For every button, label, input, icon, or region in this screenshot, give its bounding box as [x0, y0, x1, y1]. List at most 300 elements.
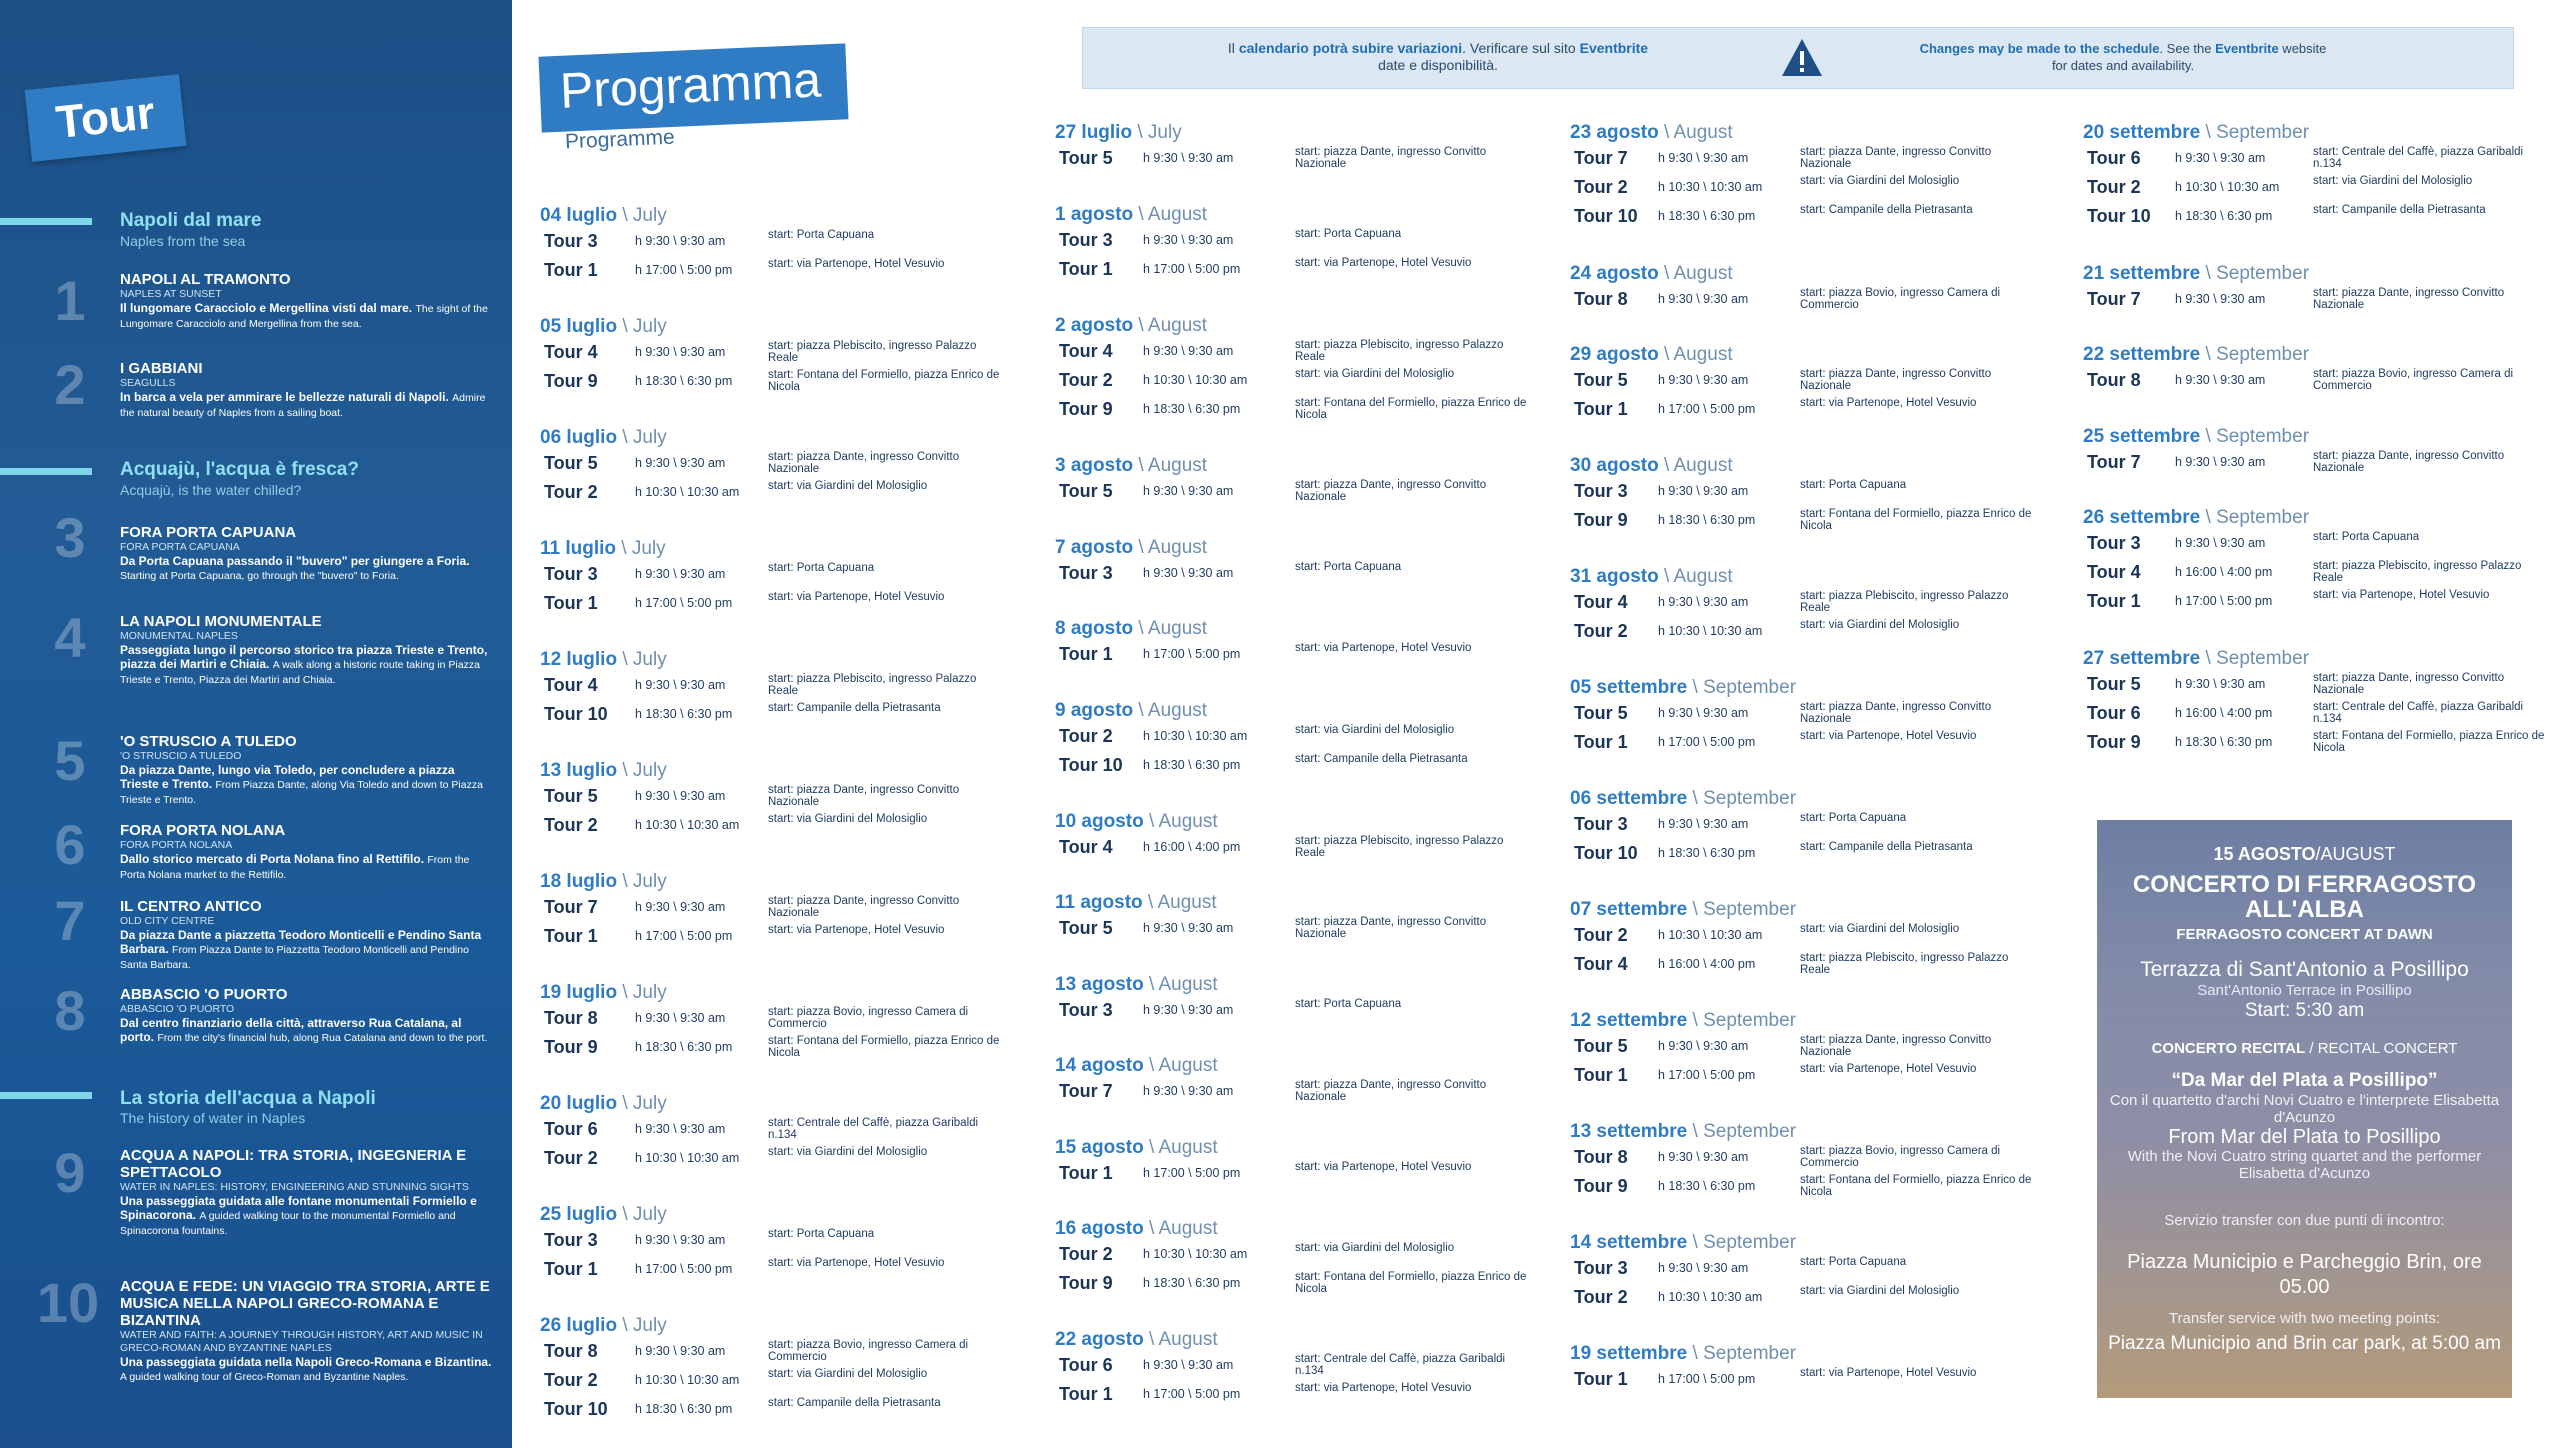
tour-number-label: Tour 3 [1059, 562, 1113, 583]
tour-start-point: start: Centrale del Caffè, piazza Garibaldi n.134 [768, 1117, 979, 1141]
tour-number: 8 [54, 979, 86, 1042]
tour-start-point: start: piazza Plebiscito, ingresso Palazzo Reale [2313, 560, 2522, 584]
tour-time: h 9:30 \ 9:30 am [2175, 536, 2266, 550]
schedule-row [2083, 699, 2524, 728]
schedule-row [540, 256, 945, 285]
tour-number-label: Tour 2 [1574, 177, 1628, 197]
tour-number-label: Tour 2 [1574, 621, 1628, 641]
schedule-day [540, 205, 945, 285]
tour-start-point: start: via Partenope, Hotel Vesuvio [1295, 1382, 1472, 1394]
concert-box [2097, 820, 2512, 1398]
schedule-row [1055, 226, 1402, 255]
tour-time: h 18:30 \ 6:30 pm [635, 1040, 733, 1054]
schedule-row [1570, 395, 1977, 424]
tour-start-point: start: Porta Capuana [1295, 997, 1402, 1010]
schedule-row [2083, 202, 2486, 231]
tour-start-point: start: Fontana del Formiello, piazza Enrico de Nicola [1295, 396, 1527, 421]
tour-time: h 10:30 \ 10:30 am [635, 1373, 740, 1387]
schedule-row [1570, 144, 1992, 173]
tour-description: Da piazza Dante a piazzetta Teodoro Monticelli e Pendino Santa Barbara. From Piazza Dante to Piazzetta Teodoro Monticelli and Pendino Santa Barbara. [120, 928, 482, 971]
tour-start-point: start: via Partenope, Hotel Vesuvio [1295, 642, 1472, 654]
schedule-row [2083, 173, 2473, 202]
schedule-row [1055, 1077, 1487, 1106]
tour-start-point: start: Porta Capuana [1295, 227, 1402, 240]
tour-item [120, 822, 492, 882]
tour-start-point: start: piazza Bovio, ingresso Camera di Commercio [768, 1339, 969, 1363]
schedule-day [540, 871, 960, 951]
schedule-day [1570, 788, 1973, 868]
tour-number-label: Tour 10 [2087, 206, 2151, 226]
tour-subtitle: MONUMENTAL NAPLES [120, 630, 238, 642]
page-subtitle: Programme [564, 125, 676, 154]
warning-icon [1780, 36, 1824, 80]
tour-start-point: start: via Giardini del Molosiglio [1800, 1285, 1960, 1297]
tour-time: h 9:30 \ 9:30 am [635, 678, 726, 692]
schedule-row [1055, 1240, 1455, 1269]
concert-piece-en-desc: With the Novi Cuatro string quartet and the performer Elisabetta d'Acunzo [2127, 1148, 2482, 1182]
schedule-row [1055, 395, 1527, 424]
schedule-row [540, 1004, 969, 1033]
schedule-row [1570, 699, 1992, 728]
tour-number-label: Tour 2 [1059, 369, 1113, 390]
tour-time: h 9:30 \ 9:30 am [2175, 454, 2266, 469]
tour-start-point: start: Centrale del Caffè, piazza Garibaldi n.134 [1295, 1353, 1506, 1377]
section-subtitle: Naples from the sea [120, 233, 246, 249]
tour-title: FORA PORTA CAPUANA [120, 524, 297, 541]
day-heading: 31 agosto \ August [1570, 566, 1733, 587]
concert-place: Terrazza di Sant'Antonio a Posillipo [2140, 958, 2469, 981]
tour-time: h 9:30 \ 9:30 am [1658, 1261, 1749, 1275]
schedule-day [540, 1315, 969, 1424]
schedule-row [1055, 366, 1455, 395]
tour-number-label: Tour 2 [544, 1370, 598, 1390]
tour-time: h 9:30 \ 9:30 am [2175, 676, 2266, 691]
tour-title: ACQUA A NAPOLI: TRA STORIA, INGEGNERIA E SPETTACOLO [120, 1147, 467, 1181]
tour-start-point: start: Fontana del Formiello, piazza Enrico de Nicola [2313, 729, 2545, 754]
tour-time: h 9:30 \ 9:30 am [635, 1344, 726, 1358]
section-bar [0, 1092, 92, 1099]
tour-number-label: Tour 7 [2087, 451, 2141, 472]
tour-start-point: start: piazza Dante, ingresso Convitto Nazionale [1800, 368, 1992, 392]
tour-time: h 18:30 \ 6:30 pm [1658, 846, 1756, 860]
tour-number-label: Tour 2 [1574, 1287, 1628, 1307]
schedule-row [1570, 173, 1960, 202]
day-heading: 27 settembre \ September [2083, 647, 2310, 669]
tour-time: h 17:00 \ 5:00 pm [1143, 261, 1241, 276]
tour-title: LA NAPOLI MONUMENTALE [120, 613, 322, 630]
tour-time: h 9:30 \ 9:30 am [2175, 373, 2266, 387]
schedule-day [1570, 566, 2009, 646]
concert-piece: “Da Mar del Plata a Posillipo” [2171, 1070, 2438, 1091]
day-heading: 11 luglio \ July [540, 538, 666, 559]
tour-number-label: Tour 8 [2087, 370, 2141, 390]
tour-time: h 9:30 \ 9:30 am [1143, 921, 1234, 935]
tour-start-point: start: via Partenope, Hotel Vesuvio [1800, 1063, 1977, 1075]
tour-time: h 9:30 \ 9:30 am [1143, 565, 1234, 580]
tour-number: 1 [54, 269, 86, 332]
tour-description: Una passeggiata guidata alle fontane monumentali Formiello e Spinacorona. A guided walking tour to the monumental Formiello and Spinacorona fountains. [120, 1194, 477, 1237]
concert-title: CONCERTO DI FERRAGOSTO ALL'ALBA [2132, 871, 2477, 923]
tour-number-label: Tour 1 [544, 593, 598, 613]
schedule-row [540, 1226, 875, 1255]
schedule-row [540, 782, 960, 811]
schedule-row [1570, 1283, 1960, 1312]
tour-subtitle: NAPLES AT SUNSET [120, 288, 222, 300]
schedule-row [540, 1115, 979, 1144]
tour-item [120, 898, 492, 972]
tour-number-label: Tour 6 [2087, 148, 2141, 168]
tour-description: In barca a vela per ammirare le bellezze naturali di Napoli. Admire the natural beauty of Naples from a sailing boat. [120, 390, 486, 419]
tour-start-point: start: via Partenope, Hotel Vesuvio [768, 1257, 945, 1269]
tour-number-label: Tour 9 [2087, 731, 2141, 752]
schedule-row [1055, 337, 1504, 366]
tour-start-point: start: piazza Dante, ingresso Convitto Nazionale [768, 895, 960, 919]
tour-number-label: Tour 5 [1574, 370, 1628, 390]
schedule-row [540, 227, 875, 256]
schedule-day [1055, 699, 1468, 780]
tour-start-point: start: piazza Dante, ingresso Convitto Nazionale [1800, 1034, 1992, 1058]
tour-start-point: start: Fontana del Formiello, piazza Enrico de Nicola [1295, 1271, 1527, 1295]
day-heading: 19 settembre \ September [1570, 1343, 1797, 1364]
schedule-row [2083, 285, 2505, 314]
schedule-row [1570, 1365, 1977, 1394]
schedule-row [540, 478, 928, 507]
tour-time: h 18:30 \ 6:30 pm [635, 374, 733, 388]
tour-start-point: start: piazza Dante, ingresso Convitto Nazionale [768, 451, 960, 475]
day-heading: 22 agosto \ August [1055, 1329, 1218, 1350]
schedule-day [2083, 344, 2514, 395]
tour-start-point: start: via Partenope, Hotel Vesuvio [1295, 1160, 1472, 1173]
concert-transfer-places: Piazza Municipio e Parcheggio Brin, ore 05.00 [2127, 1251, 2482, 1298]
tour-time: h 9:30 \ 9:30 am [1658, 1150, 1749, 1164]
tour-time: h 10:30 \ 10:30 am [635, 1151, 740, 1165]
tour-number-label: Tour 2 [544, 815, 598, 835]
tour-number-label: Tour 3 [2087, 533, 2141, 553]
tour-start-point: start: piazza Plebiscito, ingresso Palazzo Reale [1800, 952, 2009, 976]
tour-number-label: Tour 4 [1574, 954, 1628, 974]
tour-time: h 10:30 \ 10:30 am [2175, 180, 2280, 194]
concert-transfer-en-places: Piazza Municipio and Brin car park, at 5:00 am [2108, 1333, 2501, 1354]
tour-subtitle: OLD CITY CENTRE [120, 915, 215, 927]
tour-number-label: Tour 8 [544, 1341, 598, 1361]
schedule-day [2083, 647, 2545, 757]
schedule-day [1055, 973, 1402, 1025]
tour-number-label: Tour 1 [1059, 258, 1113, 279]
concert-recital: CONCERTO RECITAL / RECITAL CONCERT [2151, 1040, 2458, 1057]
schedule-row [2083, 448, 2505, 477]
tour-start-point: start: via Partenope, Hotel Vesuvio [768, 258, 945, 270]
tour-start-point: start: via Giardini del Molosiglio [1800, 619, 1960, 631]
schedule-row [1570, 950, 2009, 979]
tour-start-point: start: via Partenope, Hotel Vesuvio [2313, 589, 2490, 601]
tour-start-point: start: via Partenope, Hotel Vesuvio [768, 924, 945, 936]
tour-start-point: start: piazza Plebiscito, ingresso Palazzo Reale [1800, 590, 2009, 614]
tour-number-label: Tour 7 [2087, 288, 2141, 309]
tour-start-point: start: Porta Capuana [1295, 560, 1402, 573]
tour-number-label: Tour 1 [1059, 644, 1113, 664]
day-heading: 2 agosto \ August [1055, 314, 1208, 336]
tour-time: h 9:30 \ 9:30 am [1658, 291, 1749, 306]
schedule-day [1570, 677, 1992, 757]
day-heading: 14 settembre \ September [1570, 1232, 1797, 1253]
schedule-day [1570, 1343, 1977, 1394]
day-heading: 7 agosto \ August [1055, 536, 1208, 558]
tour-number-label: Tour 9 [544, 371, 598, 391]
schedule-row [1055, 559, 1402, 588]
tour-time: h 18:30 \ 6:30 pm [1143, 757, 1241, 772]
day-heading: 24 agosto \ August [1570, 262, 1733, 284]
tour-start-point: start: Campanile della Pietrasanta [2313, 204, 2486, 216]
tour-number-label: Tour 8 [1574, 288, 1628, 309]
tour-number: 2 [54, 353, 86, 416]
tour-start-point: start: piazza Dante, ingresso Convitto Nazionale [1295, 479, 1487, 503]
day-heading: 9 agosto \ August [1055, 699, 1208, 721]
schedule-row [540, 1337, 969, 1366]
schedule-row [1055, 1380, 1472, 1409]
day-heading: 07 settembre \ September [1570, 899, 1797, 920]
tour-start-point: start: via Giardini del Molosiglio [1295, 367, 1455, 380]
tour-title: NAPOLI AL TRAMONTO [120, 271, 291, 288]
tour-time: h 9:30 \ 9:30 am [635, 1122, 726, 1136]
tour-item [120, 613, 492, 687]
tour-item [120, 524, 492, 583]
day-heading: 05 luglio \ July [540, 316, 667, 337]
day-heading: 22 settembre \ September [2083, 344, 2310, 365]
tour-number-label: Tour 10 [544, 704, 608, 724]
tour-number-label: Tour 10 [1574, 843, 1638, 863]
tour-start-point: start: Porta Capuana [1800, 812, 1907, 824]
schedule-day [1055, 536, 1402, 588]
tour-start-point: start: piazza Dante, ingresso Convitto Nazionale [1295, 916, 1487, 940]
schedule-row [1055, 477, 1487, 506]
schedule-day [1570, 122, 1992, 231]
tour-time: h 16:00 \ 4:00 pm [1143, 839, 1241, 854]
day-heading: 16 agosto \ August [1055, 1218, 1218, 1239]
tour-number-label: Tour 7 [544, 897, 598, 917]
day-heading: 10 agosto \ August [1055, 810, 1218, 832]
day-heading: 14 agosto \ August [1055, 1055, 1218, 1076]
tour-time: h 18:30 \ 6:30 pm [1143, 401, 1241, 416]
schedule-row [1055, 640, 1472, 669]
tour-item [120, 360, 492, 420]
schedule-day [1055, 892, 1487, 943]
tour-start-point: start: via Giardini del Molosiglio [768, 1146, 928, 1158]
tour-number-label: Tour 3 [544, 1230, 598, 1250]
tour-time: h 10:30 \ 10:30 am [1143, 728, 1248, 743]
schedule-row [1570, 202, 1973, 231]
schedule-day [540, 1204, 945, 1284]
tour-time: h 17:00 \ 5:00 pm [1658, 1068, 1756, 1082]
schedule-day [540, 427, 960, 507]
tour-time: h 16:00 \ 4:00 pm [1658, 957, 1756, 971]
tour-description: Dal centro finanziario della città, attraverso Rua Catalana, al porto. From the city's financial hub, along Rua Catalana and down to the port. [120, 1016, 488, 1044]
schedule-day [2083, 122, 2524, 231]
schedule-row [540, 700, 941, 729]
tour-time: h 10:30 \ 10:30 am [635, 485, 740, 499]
schedule-day [1570, 344, 1992, 424]
tour-time: h 18:30 \ 6:30 pm [1143, 1276, 1241, 1290]
tour-item [120, 986, 492, 1045]
tour-time: h 18:30 \ 6:30 pm [1658, 209, 1756, 223]
schedule-row [1055, 914, 1487, 943]
schedule-day [1570, 1121, 2032, 1201]
tour-start-point: start: Porta Capuana [2313, 531, 2420, 543]
tour-start-point: start: piazza Plebiscito, ingresso Palazzo Reale [768, 340, 977, 364]
tour-start-point: start: via Giardini del Molosiglio [2313, 175, 2473, 187]
schedule-row [540, 560, 875, 589]
tour-number-label: Tour 7 [1574, 148, 1628, 168]
tour-time: h 18:30 \ 6:30 pm [635, 707, 733, 721]
tour-start-point: start: piazza Plebiscito, ingresso Palazzo Reale [1295, 834, 1504, 859]
tour-number-label: Tour 3 [1574, 481, 1628, 501]
tour-start-point: start: Porta Capuana [768, 229, 875, 241]
tour-start-point: start: via Partenope, Hotel Vesuvio [768, 591, 945, 603]
tour-time: h 9:30 \ 9:30 am [2175, 151, 2266, 165]
tour-start-point: start: via Giardini del Molosiglio [1800, 923, 1960, 935]
schedule-day [540, 1093, 979, 1173]
tour-start-point: start: via Partenope, Hotel Vesuvio [1295, 256, 1472, 269]
tour-number-label: Tour 1 [544, 260, 598, 280]
schedule-row [1570, 285, 2001, 314]
tour-time: h 9:30 \ 9:30 am [635, 567, 726, 581]
tour-time: h 9:30 \ 9:30 am [1658, 1039, 1749, 1053]
tour-time: h 17:00 \ 5:00 pm [635, 1262, 733, 1276]
tour-number-label: Tour 4 [544, 342, 598, 362]
tour-start-point: start: Campanile della Pietrasanta [1800, 204, 1973, 216]
tour-number-label: Tour 6 [1059, 1355, 1113, 1375]
tour-start-point: start: piazza Bovio, ingresso Camera di Commercio [1800, 1145, 2001, 1169]
tour-subtitle: WATER AND FAITH: A JOURNEY THROUGH HISTORY, ART AND MUSIC IN GRECO-ROMAN AND BYZANTINE NAPLES [120, 1329, 483, 1354]
tour-number-label: Tour 2 [2087, 177, 2141, 197]
tour-number-label: Tour 1 [1574, 1065, 1628, 1085]
tour-title: I GABBIANI [120, 360, 203, 377]
schedule-day [540, 982, 1000, 1062]
tour-start-point: start: via Partenope, Hotel Vesuvio [1800, 730, 1977, 742]
section-title: La storia dell'acqua a Napoli [120, 1088, 376, 1109]
tour-number-label: Tour 5 [1574, 1036, 1628, 1056]
tour-number: 7 [54, 889, 86, 952]
tour-description: Da Porta Capuana passando il "buvero" per giungere a Foria. Starting at Porta Capuana, go through the "buvero" to Foria. [120, 554, 470, 582]
tour-start-point: start: piazza Dante, ingresso Convitto Nazionale [2313, 449, 2505, 474]
tour-start-point: start: piazza Dante, ingresso Convitto Nazionale [2313, 671, 2505, 696]
schedule-row [2083, 558, 2522, 587]
schedule-row [1570, 1143, 2001, 1172]
day-heading: 13 agosto \ August [1055, 973, 1218, 995]
tour-number-label: Tour 1 [1574, 1369, 1628, 1389]
tour-time: h 10:30 \ 10:30 am [1658, 180, 1763, 194]
day-heading: 25 luglio \ July [540, 1204, 667, 1225]
tour-number-label: Tour 5 [1574, 703, 1628, 723]
tour-start-point: start: Fontana del Formiello, piazza Enrico de Nicola [1800, 508, 2032, 532]
tour-time: h 9:30 \ 9:30 am [635, 456, 726, 470]
tour-number-label: Tour 5 [544, 786, 598, 806]
tour-start-point: start: Centrale del Caffè, piazza Garibaldi n.134 [2313, 146, 2524, 170]
concert-start: Start: 5:30 am [2244, 1000, 2365, 1021]
day-heading: 20 luglio \ July [540, 1093, 667, 1114]
schedule-day [1055, 1136, 1472, 1188]
tour-number: 4 [54, 606, 86, 669]
schedule-notice [1082, 27, 2514, 89]
tour-time: h 17:00 \ 5:00 pm [635, 929, 733, 943]
day-heading: 1 agosto \ August [1055, 203, 1208, 225]
tour-time: h 18:30 \ 6:30 pm [1658, 1179, 1756, 1193]
day-heading: 27 luglio \ July [1055, 122, 1182, 143]
tour-number-label: Tour 7 [1059, 1081, 1113, 1101]
tour-time: h 9:30 \ 9:30 am [1143, 151, 1234, 165]
tour-start-point: start: Porta Capuana [1800, 1256, 1907, 1268]
tour-number-label: Tour 3 [1574, 1258, 1628, 1278]
tour-start-point: start: piazza Dante, ingresso Convitto Nazionale [768, 784, 960, 808]
tour-start-point: start: via Partenope, Hotel Vesuvio [1800, 397, 1977, 409]
tour-number-label: Tour 5 [1059, 918, 1113, 938]
tour-number-label: Tour 4 [1059, 836, 1113, 857]
tour-start-point: start: piazza Dante, ingresso Convitto Nazionale [1295, 146, 1487, 170]
schedule-row [540, 671, 977, 700]
tour-number-label: Tour 2 [1574, 925, 1628, 945]
tour-start-point: start: piazza Dante, ingresso Convitto Nazionale [2313, 286, 2505, 311]
tour-number-label: Tour 2 [544, 482, 598, 502]
schedule-row [1055, 255, 1472, 284]
tour-time: h 10:30 \ 10:30 am [635, 818, 740, 832]
tour-description: Passeggiata lungo il percorso storico tra piazza Trieste e Trento, piazza dei Martiri e Chiaia. A walk along a historic route taking in Piazza Trieste e Trento, Piazza dei Martiri and Chiaia. [120, 643, 488, 686]
day-heading: 05 settembre \ September [1570, 677, 1797, 698]
schedule-row [540, 922, 945, 951]
tour-number-label: Tour 1 [1059, 1384, 1113, 1404]
tour-number-label: Tour 2 [1059, 1244, 1113, 1264]
tour-time: h 17:00 \ 5:00 pm [1143, 647, 1241, 661]
day-heading: 13 settembre \ September [1570, 1121, 1797, 1142]
tour-time: h 9:30 \ 9:30 am [635, 900, 726, 914]
tour-subtitle: FORA PORTA NOLANA [120, 839, 233, 851]
tour-item [120, 1147, 492, 1238]
schedule-row [1570, 728, 1977, 757]
schedule-row [1570, 588, 2009, 617]
tour-start-point: start: Campanile della Pietrasanta [1295, 752, 1468, 765]
day-heading: 26 luglio \ July [540, 1315, 667, 1336]
schedule-row [1055, 833, 1504, 862]
tour-number: 6 [54, 813, 86, 876]
schedule-day [1570, 262, 2001, 314]
schedule-day [2083, 262, 2505, 314]
section-subtitle: Acquajù, is the water chilled? [120, 482, 302, 498]
schedule-row [540, 1395, 941, 1424]
schedule-row [2083, 366, 2514, 395]
concert-date: 15 AGOSTO/AUGUST [2213, 844, 2396, 864]
day-heading: 20 settembre \ September [2083, 122, 2310, 143]
schedule-row [1570, 617, 1960, 646]
tour-time: h 9:30 \ 9:30 am [1658, 817, 1749, 831]
day-heading: 8 agosto \ August [1055, 618, 1208, 639]
tour-time: h 9:30 \ 9:30 am [635, 1233, 726, 1247]
page-title: Programma [538, 43, 848, 132]
tour-time: h 17:00 \ 5:00 pm [1658, 735, 1756, 749]
day-heading: 11 agosto \ August [1055, 892, 1217, 913]
section-bar [0, 218, 92, 225]
schedule-day [1570, 1232, 1960, 1312]
concert-piece-en: From Mar del Plata to Posillipo [2168, 1126, 2441, 1148]
day-heading: 15 agosto \ August [1055, 1136, 1218, 1158]
tour-time: h 10:30 \ 10:30 am [1143, 372, 1248, 387]
tour-time: h 18:30 \ 6:30 pm [2175, 734, 2273, 749]
tour-number-label: Tour 8 [1574, 1147, 1628, 1167]
day-heading: 18 luglio \ July [540, 871, 667, 892]
tour-number: 3 [54, 506, 86, 569]
day-heading: 12 luglio \ July [540, 649, 667, 670]
tour-start-point: start: Centrale del Caffè, piazza Garibaldi n.134 [2313, 700, 2524, 725]
tour-start-point: start: piazza Plebiscito, ingresso Palazzo Reale [1295, 338, 1504, 363]
tour-number: 5 [54, 729, 86, 792]
tour-number-label: Tour 1 [1574, 399, 1628, 419]
